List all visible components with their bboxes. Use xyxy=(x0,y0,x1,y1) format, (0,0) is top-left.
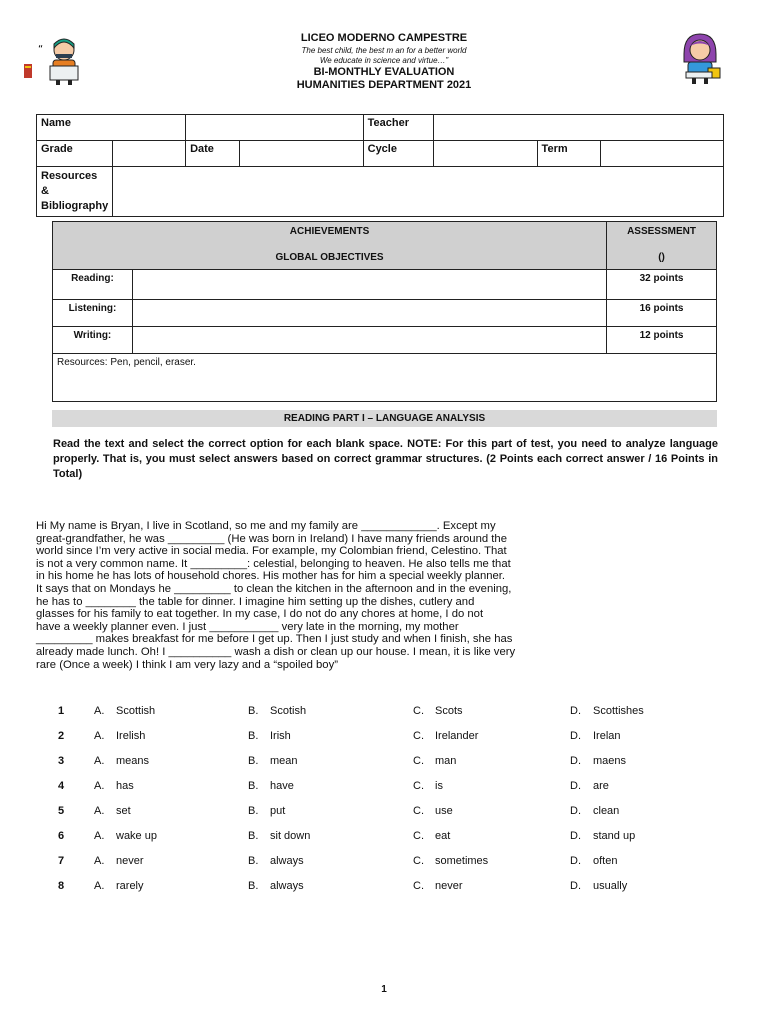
department-title: HUMANITIES DEPARTMENT 2021 xyxy=(296,79,472,91)
passage-line: in his home he has lots of household chores. His mother has for him a special weekly planner. xyxy=(36,570,506,583)
passage-line: It says that on Mondays he _________ to clean the kitchen in the afternoon and in the evening, xyxy=(36,582,512,595)
cycle-label: Cycle xyxy=(363,141,434,167)
option-letter-b: B. xyxy=(248,755,259,767)
option-letter-b: B. xyxy=(248,730,259,742)
question-number: 1 xyxy=(58,705,65,717)
option-letter-c: C. xyxy=(413,855,424,867)
option-c[interactable]: is xyxy=(435,780,443,792)
option-letter-d: D. xyxy=(570,780,581,792)
passage-line: Hi My name is Bryan, I live in Scotland, so me and my family are ____________. Except my xyxy=(36,520,496,532)
page-number: 1 xyxy=(381,984,387,995)
option-a[interactable]: Scottish xyxy=(116,705,156,717)
teacher-field[interactable] xyxy=(434,115,724,141)
option-letter-d: D. xyxy=(570,830,581,842)
option-c[interactable]: man xyxy=(435,755,457,767)
student-info-table xyxy=(36,114,724,217)
question-number: 7 xyxy=(58,855,65,867)
option-b[interactable]: Irish xyxy=(270,730,291,742)
option-letter-d: D. xyxy=(570,805,581,817)
option-letter-b: B. xyxy=(248,855,259,867)
option-c[interactable]: Scots xyxy=(435,705,463,717)
achievements-header xyxy=(53,222,607,270)
question-number: 3 xyxy=(58,755,65,767)
option-letter-c: C. xyxy=(413,755,424,767)
listening-objective-field[interactable] xyxy=(132,300,606,327)
reading-passage xyxy=(36,520,616,671)
question-row-6 xyxy=(0,830,768,848)
option-c[interactable]: never xyxy=(435,880,463,892)
question-number: 8 xyxy=(58,880,65,892)
resources-label-line-1: Resources & xyxy=(41,170,98,197)
option-b[interactable]: always xyxy=(270,880,304,892)
grade-label: Grade xyxy=(37,141,113,167)
option-b[interactable]: have xyxy=(270,780,294,792)
option-b[interactable]: put xyxy=(270,805,286,817)
passage-line: already made lunch. Oh! I __________ wash a dish or clean up our house. I mean, it is like very xyxy=(36,645,516,658)
option-d[interactable]: Irelan xyxy=(593,730,621,742)
option-letter-c: C. xyxy=(413,705,424,717)
option-b[interactable]: sit down xyxy=(270,830,311,842)
assessment-title: ASSESSMENT xyxy=(627,226,696,237)
option-letter-b: B. xyxy=(248,780,259,792)
question-row-3 xyxy=(0,755,768,773)
option-letter-d: D. xyxy=(570,730,581,742)
name-field[interactable] xyxy=(186,115,364,141)
resources-label xyxy=(37,167,113,217)
option-a[interactable]: set xyxy=(116,805,131,817)
passage-line: rare (Once a week) I think I am very lazy and a “spoiled boy” xyxy=(36,658,339,671)
date-label: Date xyxy=(186,141,240,167)
option-letter-b: B. xyxy=(248,880,259,892)
teacher-label: Teacher xyxy=(363,115,434,141)
option-letter-a: A. xyxy=(94,880,105,892)
question-row-7 xyxy=(0,855,768,873)
passage-line: is not a very common name. It _________: celestial, belonging to heaven. He also tells me that xyxy=(36,557,511,570)
question-row-4 xyxy=(0,780,768,798)
option-b[interactable]: always xyxy=(270,855,304,867)
option-c[interactable]: Irelander xyxy=(435,730,479,742)
question-row-1 xyxy=(0,705,768,723)
school-motto-line-1: The best child, the best m an for a better world xyxy=(301,46,467,55)
option-a[interactable]: never xyxy=(116,855,144,867)
question-number: 2 xyxy=(58,730,65,742)
reading-objective-field[interactable] xyxy=(132,270,606,300)
option-b[interactable]: mean xyxy=(270,755,298,767)
option-c[interactable]: eat xyxy=(435,830,451,842)
option-a[interactable]: has xyxy=(116,780,134,792)
option-letter-b: B. xyxy=(248,805,259,817)
option-letter-a: A. xyxy=(94,780,105,792)
option-letter-b: B. xyxy=(248,830,259,842)
option-d[interactable]: clean xyxy=(593,805,620,817)
reading-points: 32 points xyxy=(607,270,717,300)
assessment-header xyxy=(607,222,717,270)
option-b[interactable]: Scotish xyxy=(270,705,307,717)
achievements-table xyxy=(52,221,717,402)
resources-label-line-2: Bibliography xyxy=(41,200,109,212)
option-a[interactable]: means xyxy=(116,755,150,767)
resources-note: Resources: Pen, pencil, eraser. xyxy=(53,354,717,402)
resources-field[interactable] xyxy=(113,167,724,217)
date-field[interactable] xyxy=(239,141,363,167)
option-letter-b: B. xyxy=(248,705,259,717)
option-letter-a: A. xyxy=(94,855,105,867)
option-letter-a: A. xyxy=(94,805,105,817)
instructions-text: Read the text and select the correct option for each blank space. NOTE: For this part of test, you need to analyze language properly. That is, you must select answers based on correct grammar structures. (2 Points each correct answer / 16 Points in Total) xyxy=(53,438,718,480)
passage-line: _________ makes breakfast for me before I get up. Then I just study and when I finish, she has xyxy=(36,633,513,646)
option-d[interactable]: stand up xyxy=(593,830,636,842)
passage-line: great-grandfather, he was _________ (He was born in Ireland) I have many friends around the xyxy=(36,532,507,545)
writing-label: Writing: xyxy=(53,327,133,354)
reading-section-title: READING PART I – LANGUAGE ANALYSIS xyxy=(52,410,717,427)
listening-points: 16 points xyxy=(607,300,717,327)
option-letter-a: A. xyxy=(94,755,105,767)
option-letter-c: C. xyxy=(413,780,424,792)
school-name: LICEO MODERNO CAMPESTRE xyxy=(300,32,468,44)
question-row-8 xyxy=(0,880,768,898)
option-letter-d: D. xyxy=(570,755,581,767)
option-letter-a: A. xyxy=(94,705,105,717)
assessment-value: () xyxy=(658,252,665,263)
option-d[interactable]: usually xyxy=(593,880,628,892)
option-c[interactable]: sometimes xyxy=(435,855,489,867)
question-number: 6 xyxy=(58,830,65,842)
option-a[interactable]: wake up xyxy=(116,830,157,842)
option-d[interactable]: Scottishes xyxy=(593,705,644,717)
question-row-5 xyxy=(0,805,768,823)
passage-line: world since I’m very active in social media. For example, my Colombian friend, Celestino. That xyxy=(36,545,507,558)
reading-label: Reading: xyxy=(53,270,133,300)
option-letter-a: A. xyxy=(94,830,105,842)
option-c[interactable]: use xyxy=(435,805,453,817)
question-number: 4 xyxy=(58,780,65,792)
cycle-field[interactable] xyxy=(434,141,537,167)
option-a[interactable]: Irelish xyxy=(116,730,146,742)
document-header xyxy=(0,32,768,92)
option-letter-c: C. xyxy=(413,830,424,842)
option-d[interactable]: maens xyxy=(593,755,627,767)
listening-label: Listening: xyxy=(53,300,133,327)
writing-points: 12 points xyxy=(607,327,717,354)
school-motto-line-2: We educate in science and virtue…” xyxy=(319,56,449,65)
option-letter-d: D. xyxy=(570,855,581,867)
question-number: 5 xyxy=(58,805,65,817)
term-label: Term xyxy=(537,141,600,167)
option-letter-c: C. xyxy=(413,880,424,892)
grade-field[interactable] xyxy=(113,141,186,167)
achievements-title: ACHIEVEMENTS xyxy=(289,226,370,237)
question-row-2 xyxy=(0,730,768,748)
option-a[interactable]: rarely xyxy=(116,880,144,892)
quote-mark: “ xyxy=(38,44,44,55)
option-letter-c: C. xyxy=(413,730,424,742)
option-d[interactable]: often xyxy=(593,855,618,867)
global-objectives-title: GLOBAL OBJECTIVES xyxy=(275,252,384,263)
passage-line: he has to ________ the table for dinner. I imagine him setting up the dishes, cutlery and xyxy=(36,595,475,608)
passage-line: have a weekly planner even. I just ___________ very late in the morning, my mother xyxy=(36,620,459,633)
option-letter-a: A. xyxy=(94,730,105,742)
option-letter-d: D. xyxy=(570,705,581,717)
evaluation-title: BI-MONTHLY EVALUATION xyxy=(313,66,455,78)
option-letter-c: C. xyxy=(413,805,424,817)
option-d[interactable]: are xyxy=(593,780,609,792)
term-field[interactable] xyxy=(601,141,724,167)
name-label: Name xyxy=(37,115,186,141)
option-letter-d: D. xyxy=(570,880,581,892)
passage-line: glasses for his family to eat together. In my case, I do not do any chores at home, I do not xyxy=(36,608,484,621)
writing-objective-field[interactable] xyxy=(132,327,606,354)
